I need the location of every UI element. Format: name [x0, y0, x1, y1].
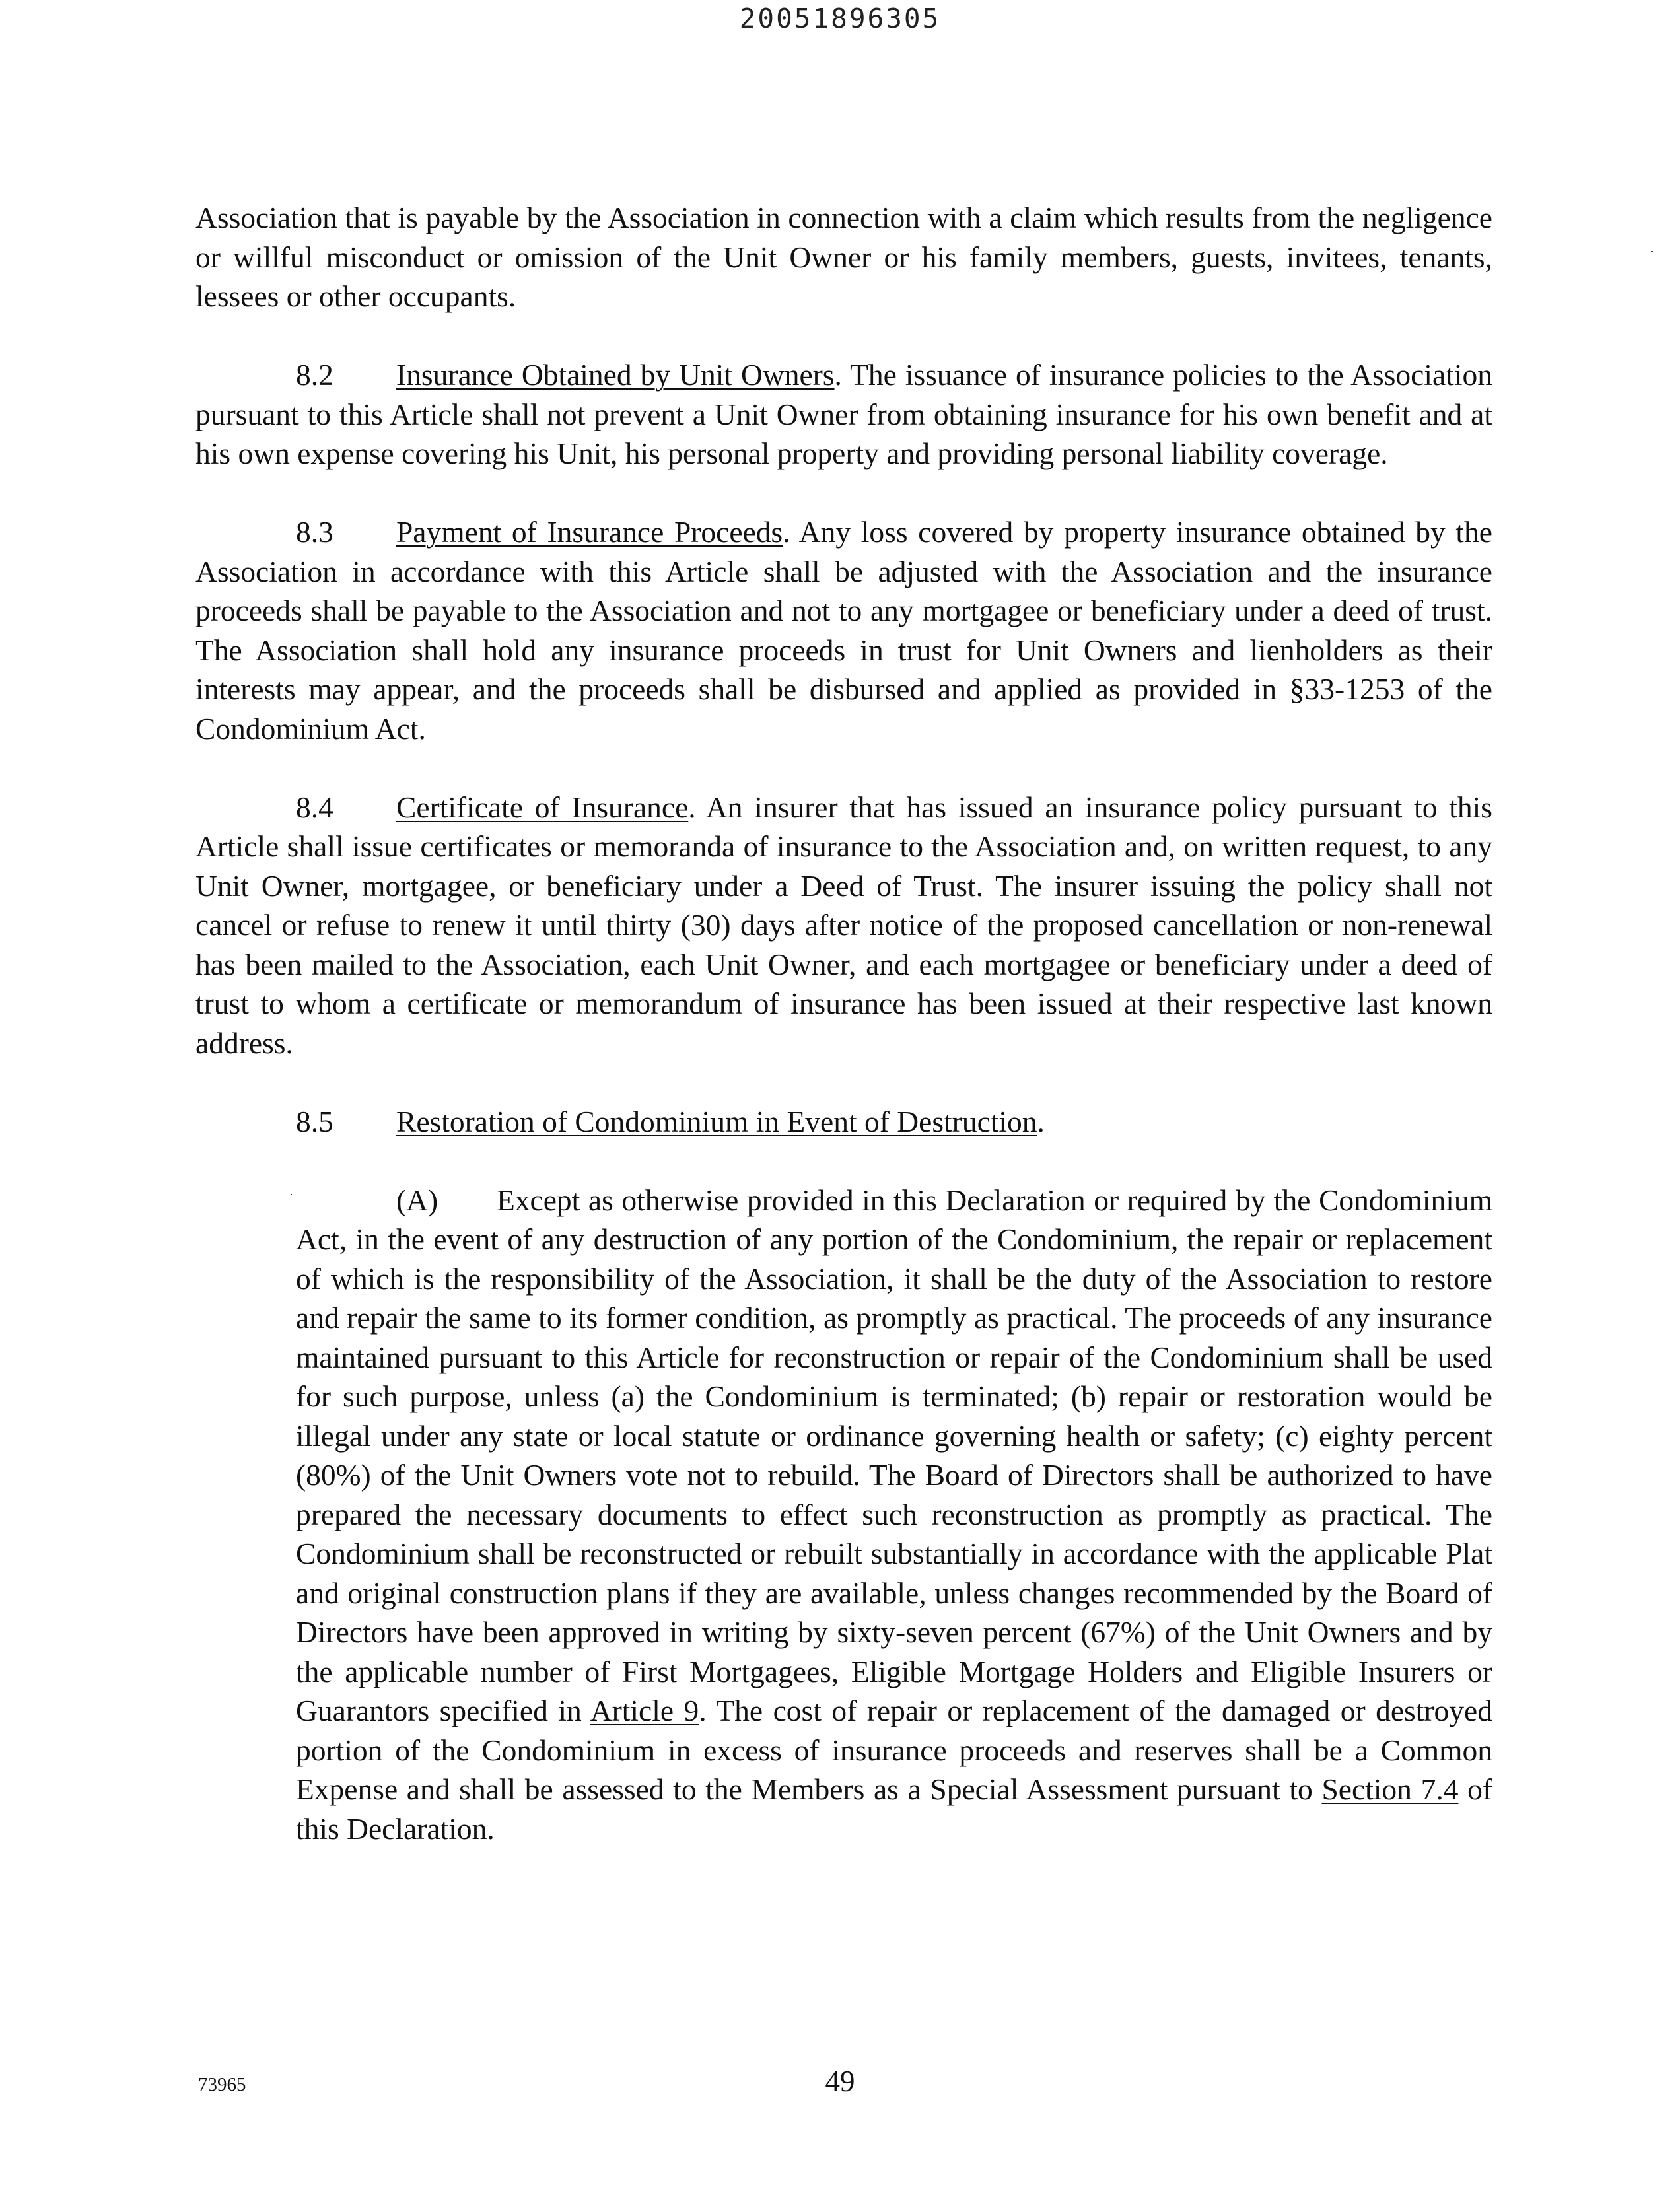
section-body: An insurer that has issued an insurance policy pursuant to this Article shall issue certificates or memoranda of insurance to the Association and, on written request, to any Unit Owner, mortgagee, or beneficiary under a Deed of Trust. The insurer issuing the policy shall not cancel or refuse to renew it until thirty (30) days after notice of the proposed cancellation or non-renewal has been mailed to the Association, each Unit Owner, and each mortgagee or beneficiary under a deed of trust to whom a certificate or memorandum of insurance has been issued at their respective last known address. — [195, 790, 1492, 1060]
section-number: 8.4 — [296, 790, 333, 824]
article-reference: Article 9 — [590, 1694, 699, 1727]
document-body — [195, 198, 1492, 1888]
intro-paragraph: Association that is payable by the Association in connection with a claim which results from the negligence or willful misconduct or omission of the Unit Owner or his family members, guests, invitees, tenants, lessees or other occupants. — [195, 201, 1492, 313]
footer-document-code: 73965 — [198, 2074, 246, 2095]
section-title: Restoration of Condominium in Event of Destruction — [396, 1104, 1037, 1138]
section-reference: Section 7.4 — [1321, 1772, 1459, 1806]
section-title: Certificate of Insurance — [396, 790, 689, 824]
section-8-5-subparagraph-a — [296, 1181, 1492, 1849]
section-number: 8.5 — [296, 1104, 333, 1138]
section-8-5-heading: 8.5 Restoration of Condominium in Event of Destruction. — [195, 1102, 1492, 1142]
section-body: The issuance of insurance policies to the Association pursuant to this Article shall not prevent a Unit Owner from obtaining insurance for his own benefit and at his own expense covering his Unit, his personal property and providing personal liability coverage. — [195, 358, 1492, 470]
page-number: 49 — [825, 2065, 855, 2098]
section-8-2: 8.2 Insurance Obtained by Unit Owners. The issuance of insurance policies to the Association pursuant to this Article shall not prevent a Unit Owner from obtaining insurance for his own benefit and at his own expense covering his Unit, his personal property and providing personal liability coverage. — [195, 355, 1492, 473]
section-title: Insurance Obtained by Unit Owners — [396, 358, 835, 392]
section-number: 8.3 — [296, 515, 333, 549]
section-number: 8.2 — [296, 358, 333, 392]
scan-speck — [291, 1194, 292, 1195]
document-number: 20051896305 — [739, 3, 941, 34]
section-8-4: 8.4 Certificate of Insurance. An insurer that has issued an insurance policy pursuant to this Article shall issue certificates or memoranda of insurance to the Association and, on written request, to any Unit Owner, mortgagee, or beneficiary under a Deed of Trust. The insurer issuing the policy shall not cancel or refuse to renew it until thirty (30) days after notice of the proposed cancellation or non-renewal has been mailed to the Association, each Unit Owner, and each mortgagee or beneficiary under a deed of trust to whom a certificate or memorandum of insurance has been issued at their respective last known address. — [195, 788, 1492, 1063]
subparagraph-text-2: . The cost of repair or replacement of the damaged or destroyed portion of the Condominium in excess of insurance proceeds and reserves shall be a Common Expense and shall be assessed to the Members as a Special Assessment pursuant to — [296, 1694, 1492, 1806]
subparagraph-label: (A) — [396, 1183, 438, 1217]
section-title: Payment of Insurance Proceeds — [396, 515, 783, 549]
scan-speck — [1651, 251, 1653, 252]
section-body: Any loss covered by property insurance obtained by the Association in accordance with this Article shall be adjusted with the Association and the insurance proceeds shall be payable to the Association and not to any mortgagee or beneficiary under a deed of trust. The Association shall hold any insurance proceeds in trust for Unit Owners and lienholders as their interests may appear, and the proceeds shall be disbursed and applied as provided in §33-1253 of the Condominium Act. — [195, 515, 1492, 746]
subparagraph-text-1: Except as otherwise provided in this Declaration or required by the Condominium Act, in the event of any destruction of any portion of the Condominium, the repair or replacement of which is the responsibility of the Association, it shall be the duty of the Association to restore and repair the same to its former condition, as promptly as practical. The proceeds of any insurance maintained pursuant to this Article for reconstruction or repair of the Condominium shall be used for such purpose, unless (a) the Condominium is terminated; (b) repair or restoration would be illegal under any state or local statute or ordinance governing health or safety; (c) eighty percent (80%) of the Unit Owners vote not to rebuild. The Board of Directors shall be authorized to have prepared the necessary documents to effect such reconstruction as promptly as practical. The Condominium shall be reconstructed or rebuilt substantially in accordance with the applicable Plat and original construction plans if they are available, unless changes recommended by the Board of Directors have been approved in writing by sixty-seven percent (67%) of the Unit Owners and by the applicable number of First Mortgagees, Eligible Mortgage Holders and Eligible Insurers or Guarantors specified in — [296, 1183, 1492, 1727]
section-8-3: 8.3 Payment of Insurance Proceeds. Any loss covered by property insurance obtained by the Association in accordance with this Article shall be adjusted with the Association and the insurance proceeds shall be payable to the Association and not to any mortgagee or beneficiary under a deed of trust. The Association shall hold any insurance proceeds in trust for Unit Owners and lienholders as their interests may appear, and the proceeds shall be disbursed and applied as provided in §33-1253 of the Condominium Act. — [195, 512, 1492, 748]
subparagraph-text-3: of this Declaration. — [296, 1772, 1493, 1846]
